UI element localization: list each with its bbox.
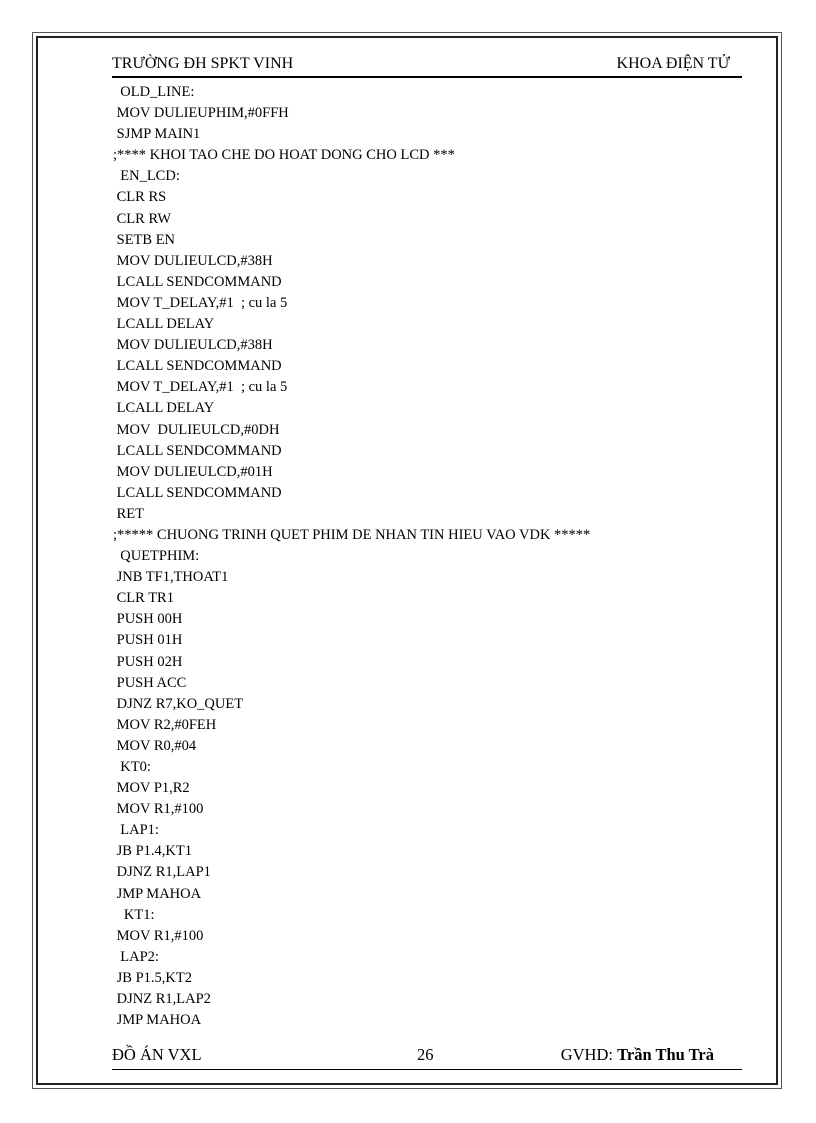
code-line: LCALL SENDCOMMAND (113, 442, 282, 459)
code-line: KT1: (113, 906, 155, 923)
code-line: PUSH 02H (113, 653, 183, 670)
code-line: JNB TF1,THOAT1 (113, 569, 229, 586)
code-listing (113, 82, 733, 1031)
code-line: PUSH 00H (113, 611, 183, 628)
code-line: EN_LCD: (113, 168, 180, 185)
code-line: ;**** KHOI TAO CHE DO HOAT DONG CHO LCD *** (113, 147, 455, 164)
page-number: 26 (417, 1045, 434, 1064)
code-line: MOV T_DELAY,#1 ; cu la 5 (113, 379, 288, 396)
code-line: MOV T_DELAY,#1 ; cu la 5 (113, 294, 288, 311)
code-line: JB P1.5,KT2 (113, 969, 192, 986)
code-line: MOV R0,#04 (113, 737, 197, 754)
code-line: LCALL SENDCOMMAND (113, 484, 282, 501)
code-line: DJNZ R1,LAP1 (113, 864, 211, 881)
code-line: LCALL SENDCOMMAND (113, 273, 282, 290)
code-line: LCALL DELAY (113, 316, 215, 333)
header-school: TRƯỜNG ĐH SPKT VINH (112, 55, 294, 72)
code-line: JB P1.4,KT1 (113, 843, 192, 860)
code-line: JMP MAHOA (113, 1012, 202, 1029)
advisor-label: GVHD: (560, 1045, 618, 1064)
page-footer (112, 1045, 742, 1067)
footer-advisor (561, 1045, 714, 1065)
code-line: MOV P1,R2 (113, 780, 190, 797)
code-line: CLR RW (113, 210, 172, 227)
header-department: KHOA ĐIỆN TỬ (616, 55, 730, 72)
code-line: ;***** CHUONG TRINH QUET PHIM DE NHAN TIN HIEU VAO VDK ***** (113, 526, 591, 543)
code-line: CLR RS (113, 189, 167, 206)
code-line: QUETPHIM: (113, 548, 200, 565)
code-line: MOV DULIEULCD,#0DH (113, 421, 280, 438)
page-header (112, 55, 742, 75)
code-line: DJNZ R1,LAP2 (113, 991, 211, 1008)
code-line: MOV DULIEULCD,#38H (113, 337, 273, 354)
footer-project: ĐỒ ÁN VXL (112, 1045, 202, 1064)
code-line: SJMP MAIN1 (113, 126, 201, 143)
code-line: SETB EN (113, 231, 176, 248)
code-line: RET (113, 505, 145, 522)
header-rule (112, 76, 742, 78)
footer-rule (112, 1069, 742, 1070)
code-line: OLD_LINE: (113, 84, 195, 100)
code-line: KT0: (113, 759, 151, 775)
code-line: MOV DULIEULCD,#38H (113, 252, 273, 269)
code-line: MOV R2,#0FEH (113, 716, 217, 733)
code-line: LAP1: (113, 822, 159, 839)
code-line: MOV DULIEUPHIM,#0FFH (113, 105, 289, 122)
code-line: MOV R1,#100 (113, 927, 204, 944)
code-line: PUSH 01H (113, 632, 183, 649)
code-line: LCALL DELAY (113, 400, 215, 417)
code-line: LCALL SENDCOMMAND (113, 358, 282, 375)
code-line: MOV DULIEULCD,#01H (113, 463, 273, 480)
code-line: MOV R1,#100 (113, 801, 204, 818)
code-line: LAP2: (113, 948, 159, 965)
advisor-name: Trần Thu Trà (617, 1045, 714, 1064)
code-line: DJNZ R7,KO_QUET (113, 695, 244, 712)
code-line: CLR TR1 (113, 590, 174, 607)
code-line: PUSH ACC (113, 674, 187, 691)
code-line: JMP MAHOA (113, 885, 202, 902)
